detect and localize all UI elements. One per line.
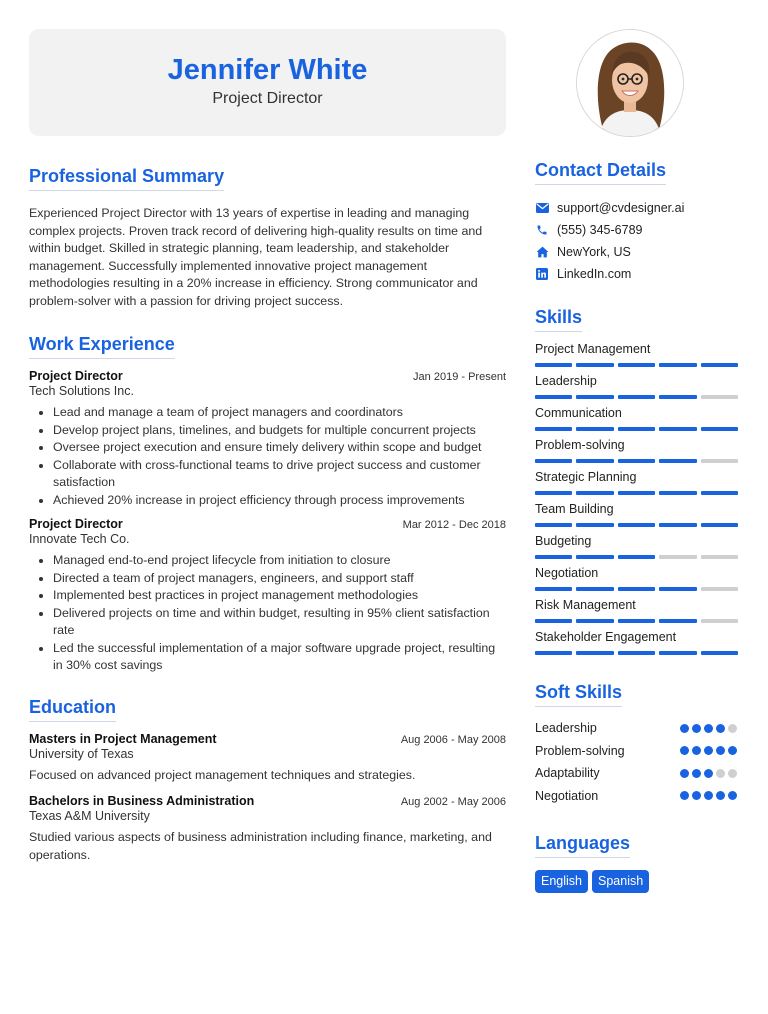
list-item: • Led the successful implementation of a major software upgrade project, resulting in 30% cost savings (53, 640, 506, 675)
skill-level-bar (535, 459, 738, 463)
skill-level-bar (535, 555, 738, 559)
skill-level-segment (618, 427, 655, 431)
job-company: Tech Solutions Inc. (29, 384, 134, 398)
skill-level-segment (535, 523, 572, 527)
contact-heading: Contact Details (535, 160, 666, 185)
skill-level-segment (659, 587, 696, 591)
skill-level-segment (618, 587, 655, 591)
skill-item (535, 630, 738, 655)
skill-level-segment (701, 651, 738, 655)
education-heading: Education (29, 697, 116, 722)
skill-level-bar (535, 427, 738, 431)
skill-level-segment (701, 395, 738, 399)
rating-dot (680, 791, 689, 800)
contact-phone-text: (555) 345-6789 (557, 223, 643, 237)
summary-text: Experienced Project Director with 13 years of expertise in leading and managing complex projects. Proven track record of delivering high-quality results on time and within budget. Skilled in strategic planning, team leadership, and stakeholder management. Successfully implemented innovative project management methodologies resulting in a 20% increase in efficiency. Strong communicator and problem-solver with a passion for driving project success. (29, 206, 483, 308)
profile-photo (576, 29, 684, 137)
skill-level-segment (618, 651, 655, 655)
soft-skill-item (535, 740, 738, 763)
skill-item (535, 502, 738, 527)
work-section (29, 334, 506, 675)
education-dates: Aug 2006 - May 2008 (400, 733, 506, 746)
skill-level-segment (659, 555, 696, 559)
skill-level-segment (576, 587, 613, 591)
right-column (535, 160, 738, 893)
skill-level-segment (535, 619, 572, 623)
rating-dot (680, 724, 689, 733)
candidate-name: Jennifer White (167, 53, 368, 86)
soft-skills-list (535, 717, 738, 807)
rating-dot (728, 791, 737, 800)
skill-item (535, 598, 738, 623)
language-badge: English (535, 870, 588, 893)
skill-item (535, 374, 738, 399)
job-bullets (29, 404, 506, 509)
education-entry (29, 732, 506, 785)
envelope-icon (535, 201, 549, 215)
rating-dot (692, 746, 701, 755)
linkedin-icon (535, 267, 549, 281)
languages-section (535, 833, 738, 893)
skills-list (535, 342, 738, 655)
rating-dot (704, 791, 713, 800)
skill-item (535, 342, 738, 367)
skill-level-segment (701, 555, 738, 559)
skill-level-segment (659, 523, 696, 527)
contact-email-text: support@cvdesigner.ai (557, 201, 685, 215)
skill-item (535, 566, 738, 591)
job-bullets (29, 552, 506, 675)
skill-level-segment (535, 555, 572, 559)
soft-skill-name: Problem-solving (535, 743, 625, 758)
soft-skill-name: Adaptability (535, 766, 600, 781)
skill-level-segment (535, 363, 572, 367)
contact-phone[interactable] (535, 219, 738, 241)
skill-level-segment (659, 459, 696, 463)
skill-level-segment (701, 523, 738, 527)
skill-level-bar (535, 395, 738, 399)
soft-skill-rating (680, 746, 737, 755)
skill-level-segment (535, 587, 572, 591)
soft-skill-name: Leadership (535, 721, 597, 736)
education-description: Studied various aspects of business administration including finance, marketing, and operations. (29, 830, 492, 862)
skill-name: Risk Management (535, 598, 636, 612)
skill-name: Communication (535, 406, 622, 420)
skill-level-segment (618, 619, 655, 623)
degree-title: Bachelors in Business Administration (29, 794, 255, 808)
rating-dot (692, 724, 701, 733)
skill-level-segment (659, 427, 696, 431)
skill-item (535, 534, 738, 559)
contact-email[interactable] (535, 197, 738, 219)
education-dates: Aug 2002 - May 2006 (400, 796, 506, 808)
skill-name: Project Management (535, 342, 651, 356)
rating-dot (704, 746, 713, 755)
skill-level-bar (535, 587, 738, 591)
school-name: Texas A&M University (29, 809, 150, 823)
skill-level-segment (701, 459, 738, 463)
language-badge: Spanish (592, 870, 649, 893)
skill-level-segment (618, 555, 655, 559)
skill-level-segment (576, 619, 613, 623)
job-dates: Mar 2012 - Dec 2018 (402, 519, 506, 531)
skill-name: Negotiation (535, 566, 599, 580)
rating-dot (728, 746, 737, 755)
skill-level-segment (576, 555, 613, 559)
list-item: • Collaborate with cross-functional teams to drive project success and customer satisfaction (53, 457, 506, 492)
education-description: Focused on advanced project management techniques and strategies. (29, 767, 416, 782)
job-company: Innovate Tech Co. (29, 532, 130, 546)
skill-level-segment (618, 459, 655, 463)
list-item: • Implemented best practices in project management methodologies (53, 587, 506, 605)
skill-level-segment (701, 619, 738, 623)
rating-dot (680, 769, 689, 778)
skill-level-segment (618, 395, 655, 399)
job-entry (29, 517, 506, 675)
skill-level-segment (618, 491, 655, 495)
skill-level-bar (535, 491, 738, 495)
skill-level-segment (618, 363, 655, 367)
rating-dot (728, 769, 737, 778)
skill-level-segment (576, 395, 613, 399)
soft-skills-section (535, 682, 738, 807)
skill-name: Team Building (535, 502, 614, 516)
skill-level-segment (535, 395, 572, 399)
school-name: University of Texas (29, 746, 134, 761)
education-entry (29, 794, 506, 864)
rating-dot (680, 746, 689, 755)
phone-icon (535, 223, 549, 237)
languages-list (535, 870, 738, 893)
skill-level-segment (659, 395, 696, 399)
skill-level-bar (535, 523, 738, 527)
skill-level-segment (701, 363, 738, 367)
soft-skill-rating (680, 769, 737, 778)
summary-heading: Professional Summary (29, 166, 224, 191)
contact-section (535, 160, 738, 285)
skill-level-segment (701, 427, 738, 431)
rating-dot (716, 769, 725, 778)
rating-dot (728, 724, 737, 733)
skill-level-segment (535, 491, 572, 495)
skill-level-segment (659, 619, 696, 623)
soft-skill-rating (680, 791, 737, 800)
skill-level-segment (576, 427, 613, 431)
rating-dot (716, 791, 725, 800)
skill-level-segment (659, 363, 696, 367)
contact-location (535, 241, 738, 263)
skill-level-segment (576, 651, 613, 655)
rating-dot (704, 769, 713, 778)
portrait-image (577, 30, 683, 136)
skills-heading: Skills (535, 307, 582, 332)
soft-skill-name: Negotiation (535, 788, 599, 803)
list-item: • Delivered projects on time and within budget, resulting in 95% client satisfaction rate (53, 605, 506, 640)
skill-level-segment (576, 363, 613, 367)
skill-item (535, 438, 738, 463)
rating-dot (692, 791, 701, 800)
skill-name: Budgeting (535, 534, 592, 548)
list-item: • Directed a team of project managers, engineers, and support staff (53, 570, 506, 588)
skill-name: Problem-solving (535, 438, 625, 452)
list-item: • Develop project plans, timelines, and budgets for multiple concurrent projects (53, 422, 506, 440)
skill-level-segment (576, 459, 613, 463)
skill-level-segment (618, 523, 655, 527)
rating-dot (704, 724, 713, 733)
skill-level-bar (535, 619, 738, 623)
list-item: • Achieved 20% increase in project efficiency through process improvements (53, 492, 506, 510)
skill-name: Stakeholder Engagement (535, 630, 677, 644)
degree-title: Masters in Project Management (29, 731, 217, 746)
summary-section (29, 166, 506, 310)
skill-level-segment (535, 651, 572, 655)
rating-dot (692, 769, 701, 778)
skill-level-segment (535, 427, 572, 431)
job-dates: Jan 2019 - Present (413, 371, 506, 383)
education-section (29, 697, 506, 865)
skill-level-segment (701, 587, 738, 591)
skill-name: Strategic Planning (535, 470, 637, 484)
job-title: Project Director (29, 369, 123, 383)
soft-skill-rating (680, 724, 737, 733)
soft-skill-item (535, 762, 738, 785)
list-item: • Oversee project execution and ensure timely delivery within scope and budget (53, 439, 506, 457)
skill-level-segment (576, 491, 613, 495)
contact-location-text: NewYork, US (557, 245, 631, 259)
left-column (29, 166, 506, 864)
list-item: • Managed end-to-end project lifecycle from initiation to closure (53, 552, 506, 570)
skill-item (535, 470, 738, 495)
soft-skill-item (535, 785, 738, 808)
skill-level-segment (576, 523, 613, 527)
rating-dot (716, 746, 725, 755)
job-entry (29, 369, 506, 509)
soft-skills-heading: Soft Skills (535, 682, 622, 707)
skill-level-segment (701, 491, 738, 495)
job-title: Project Director (29, 517, 123, 531)
languages-heading: Languages (535, 833, 630, 858)
rating-dot (716, 724, 725, 733)
candidate-role: Project Director (212, 90, 323, 108)
skill-level-segment (659, 651, 696, 655)
skill-level-segment (659, 491, 696, 495)
skill-level-bar (535, 651, 738, 655)
list-item: • Lead and manage a team of project managers and coordinators (53, 404, 506, 422)
skills-section (535, 307, 738, 655)
contact-linkedin[interactable] (535, 263, 738, 285)
header (29, 29, 506, 136)
skill-level-bar (535, 363, 738, 367)
skill-item (535, 406, 738, 431)
work-heading: Work Experience (29, 334, 175, 359)
skill-name: Leadership (535, 374, 597, 388)
soft-skill-item (535, 717, 738, 740)
contact-linkedin-text: LinkedIn.com (557, 267, 632, 281)
home-icon (535, 245, 549, 259)
skill-level-segment (535, 459, 572, 463)
